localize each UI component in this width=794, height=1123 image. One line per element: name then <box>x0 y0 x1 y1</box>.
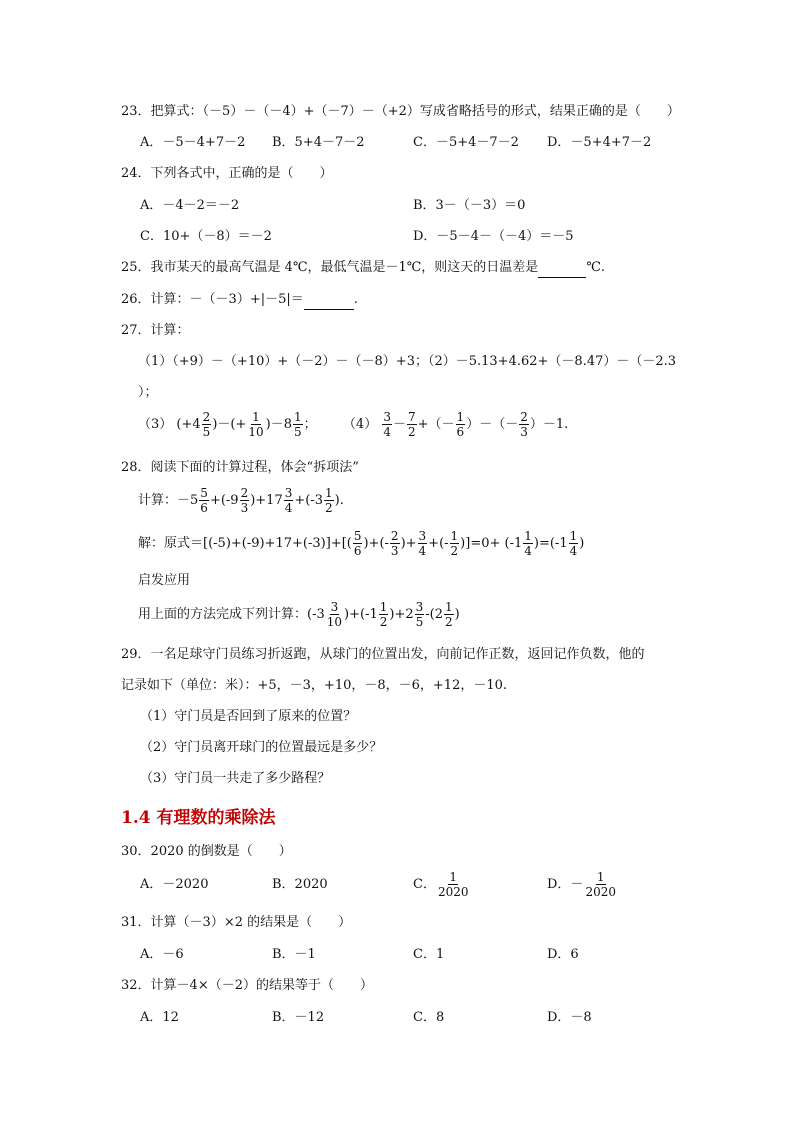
q24-option-d: D．－5－4－（－4）＝－5 <box>413 229 574 244</box>
q28-apply <box>138 599 460 631</box>
fraction <box>353 529 363 558</box>
q28-sol-text-1: [(-5)+(-9)+17+(-3)]+[( <box>203 536 352 551</box>
q29-sub-3: （3）守门员一共走了多少路程？ <box>140 771 331 786</box>
denominator: 4 <box>569 544 578 558</box>
numerator: 1 <box>252 410 260 424</box>
q30-stem: 30．2020 的倒数是（ ） <box>121 844 292 859</box>
fraction <box>444 600 454 629</box>
numerator: 7 <box>408 410 416 424</box>
fraction <box>450 529 460 558</box>
q31-option-b: B．－1 <box>272 947 316 962</box>
q27-p3-end: ； <box>303 417 317 432</box>
denominator: 6 <box>456 425 465 439</box>
q26-text: 26．计算：－（－3）+|－5|＝ <box>121 292 304 307</box>
q28-calc-end: ). <box>334 493 344 508</box>
q28-apply-label: 用上面的方法完成下列计算： <box>138 607 308 622</box>
section-heading: 1.4 有理数的乘除法 <box>121 808 276 828</box>
q31-option-a: A．－6 <box>140 947 184 962</box>
fraction <box>199 486 209 515</box>
q30-option-c-label: C． <box>413 877 436 892</box>
denominator: 2 <box>379 615 388 629</box>
denominator: 10 <box>248 425 264 439</box>
denominator: 4 <box>383 425 391 439</box>
denominator: 6 <box>353 544 362 558</box>
fraction <box>284 486 294 515</box>
q27-part-2-end: ）； <box>138 385 158 400</box>
numerator: 2 <box>240 486 249 500</box>
q26-stem <box>121 291 358 310</box>
numerator: 2 <box>202 410 211 424</box>
q30-option-d <box>547 868 618 902</box>
denominator: 2 <box>408 425 416 439</box>
q28-apply-end: ) <box>454 607 460 622</box>
denominator: 10 <box>326 615 343 629</box>
numerator: 1 <box>569 529 578 543</box>
numerator: 1 <box>450 529 459 543</box>
fraction <box>437 870 470 899</box>
denominator: 5 <box>202 425 211 439</box>
fraction <box>382 410 392 439</box>
denominator: 6 <box>200 501 208 515</box>
q28-sol-text-5: )]=0+ (-1 <box>460 536 523 551</box>
q27-stem: 27．计算： <box>121 323 190 338</box>
fraction <box>584 870 617 899</box>
numerator: 3 <box>383 410 391 424</box>
q32-option-a: A．12 <box>140 1010 179 1025</box>
fraction <box>407 410 417 439</box>
q27-p4-end: ）－1. <box>529 417 569 432</box>
denominator: 2 <box>450 544 459 558</box>
q28-sol-text-3: )+ <box>400 536 417 551</box>
fraction <box>293 410 303 439</box>
q27-part-3-4 <box>138 410 568 440</box>
q28-solution <box>138 528 584 560</box>
q24-option-a: A．－4－2＝－2 <box>140 198 240 213</box>
q29-stem-line-2: 记录如下（单位：米）：+5，－3，+10，－8，－6，+12，－10. <box>121 678 508 693</box>
fraction <box>418 529 428 558</box>
numerator: 2 <box>520 410 528 424</box>
fraction <box>379 600 389 629</box>
numerator: 1 <box>325 486 333 500</box>
q32-option-d: D．－8 <box>547 1010 592 1025</box>
q30-option-b: B．2020 <box>272 877 328 892</box>
fraction <box>240 486 250 515</box>
q23-option-b: B．5+4－7－2 <box>272 135 365 150</box>
q23-stem: 23．把算式：（－5）－（－4）+（－7）－（+2）写成省略括号的形式，结果正确的是（ ） <box>121 104 680 119</box>
q32-stem: 32．计算－4×（－2）的结果等于（ ） <box>121 978 373 993</box>
q27-part4-expr <box>381 410 569 439</box>
numerator: 3 <box>330 600 339 614</box>
numerator: 3 <box>415 600 424 614</box>
q28-calc <box>138 485 344 517</box>
numerator: 1 <box>449 870 458 884</box>
q26-period: . <box>353 292 358 307</box>
fraction <box>326 600 343 629</box>
q28-sol-text-6: )=(-1 <box>533 536 568 551</box>
denominator: 2020 <box>585 885 616 899</box>
denominator: 2 <box>325 501 333 515</box>
numerator: 1 <box>379 600 388 614</box>
q28-sol-text-4: +(- <box>428 536 449 551</box>
q23-option-c: C．－5+4－7－2 <box>413 135 519 150</box>
q32-option-c: C．8 <box>413 1010 445 1025</box>
fraction <box>247 410 264 439</box>
numerator: 1 <box>524 529 532 543</box>
fraction <box>390 529 400 558</box>
denominator: 3 <box>390 544 399 558</box>
fraction <box>569 529 579 558</box>
fraction <box>202 410 212 439</box>
q26-answer-blank[interactable] <box>304 291 354 310</box>
q28-calc-text-a: －5 <box>177 493 199 508</box>
numerator: 2 <box>390 529 399 543</box>
q27-part-1-2: （1）（+9）－（+10）+（－2）－（－8）+3；（2）－5.13+4.62+（－8.47）－（－2.3 <box>138 354 677 369</box>
q28-apply-title: 启发应用 <box>138 573 191 588</box>
q27-part3-label: （3） <box>138 417 173 432</box>
q28-apply-text-a: (-3 <box>307 607 325 622</box>
denominator: 4 <box>284 501 293 515</box>
q27-part3-expr <box>176 410 320 439</box>
numerator: 1 <box>293 410 302 424</box>
denominator: 3 <box>240 501 249 515</box>
q30-option-a: A．－2020 <box>140 877 209 892</box>
q27-p4-op-1: － <box>392 417 406 432</box>
fraction <box>523 529 533 558</box>
denominator: 5 <box>293 425 302 439</box>
q24-option-b: B．3－（－3）＝0 <box>413 198 526 213</box>
fraction <box>519 410 529 439</box>
q28-calc-label: 计算： <box>138 493 178 508</box>
q28-calc-text-c: )+17 <box>250 493 283 508</box>
q31-option-d: D．6 <box>547 947 579 962</box>
q27-part4-label: （4） <box>342 417 378 432</box>
q28-sol-text-2: )+(- <box>363 536 389 551</box>
fraction <box>324 486 334 515</box>
q28-apply-text-c: )+2 <box>389 607 414 622</box>
denominator: 4 <box>524 544 532 558</box>
denominator: 4 <box>418 544 427 558</box>
numerator: 1 <box>445 600 453 614</box>
denominator: 3 <box>520 425 528 439</box>
q32-option-b: B．－12 <box>272 1010 325 1025</box>
denominator: 2 <box>445 615 453 629</box>
q28-stem: 28．阅读下面的计算过程，体会“拆项法” <box>121 460 359 475</box>
q28-solution-label: 解：原式＝ <box>138 536 204 551</box>
q24-option-c: C．10+（－8）＝－2 <box>140 229 272 244</box>
fraction <box>415 600 425 629</box>
q27-p4-op-3: ）－（－ <box>466 417 519 432</box>
q25-text: 25．我市某天的最高气温是 4℃，最低气温是－1℃，则这天的日温差是 <box>121 260 539 275</box>
q23-option-d: D．－5+4+7－2 <box>547 135 652 150</box>
q29-stem-line-1: 29．一名足球守门员练习折返跑，从球门的位置出发，向前记作正数，返回记作负数，他的 <box>121 647 645 662</box>
q25-answer-blank[interactable] <box>538 259 586 278</box>
numerator: 5 <box>353 529 362 543</box>
q28-apply-text-d: -(2 <box>425 607 444 622</box>
q27-p4-op-2: +（－ <box>417 417 455 432</box>
q28-sol-text-7: ) <box>579 536 585 551</box>
q29-sub-2: （2）守门员离开球门的位置最远是多少？ <box>140 740 383 755</box>
q23-option-a: A．－5－4+7－2 <box>140 135 246 150</box>
q28-calc-text-d: +(-3 <box>294 493 324 508</box>
q27-p3-text-c: )－8 <box>265 417 292 432</box>
q28-calc-text-b: +(-9 <box>209 493 239 508</box>
q30-option-c <box>413 868 471 902</box>
numerator: 5 <box>200 486 208 500</box>
denominator: 2020 <box>437 885 469 899</box>
q31-stem: 31．计算（－3）×2 的结果是（ ） <box>121 915 352 930</box>
q25-unit: ℃. <box>586 260 605 275</box>
q27-p3-text-a: (+4 <box>176 417 201 432</box>
q31-option-c: C．1 <box>413 947 445 962</box>
q28-apply-text-b: )+(-1 <box>344 607 378 622</box>
q30-option-d-label: D．－ <box>547 877 584 892</box>
q29-sub-1: （1）守门员是否回到了原来的位置？ <box>140 709 357 724</box>
numerator: 1 <box>456 410 465 424</box>
denominator: 5 <box>415 615 424 629</box>
q24-stem: 24．下列各式中，正确的是（ ） <box>121 166 333 181</box>
numerator: 1 <box>596 870 605 884</box>
q27-p3-text-b: )－(+ <box>212 417 247 432</box>
q25-stem <box>121 259 605 278</box>
numerator: 3 <box>284 486 293 500</box>
fraction <box>456 410 466 439</box>
numerator: 3 <box>418 529 427 543</box>
